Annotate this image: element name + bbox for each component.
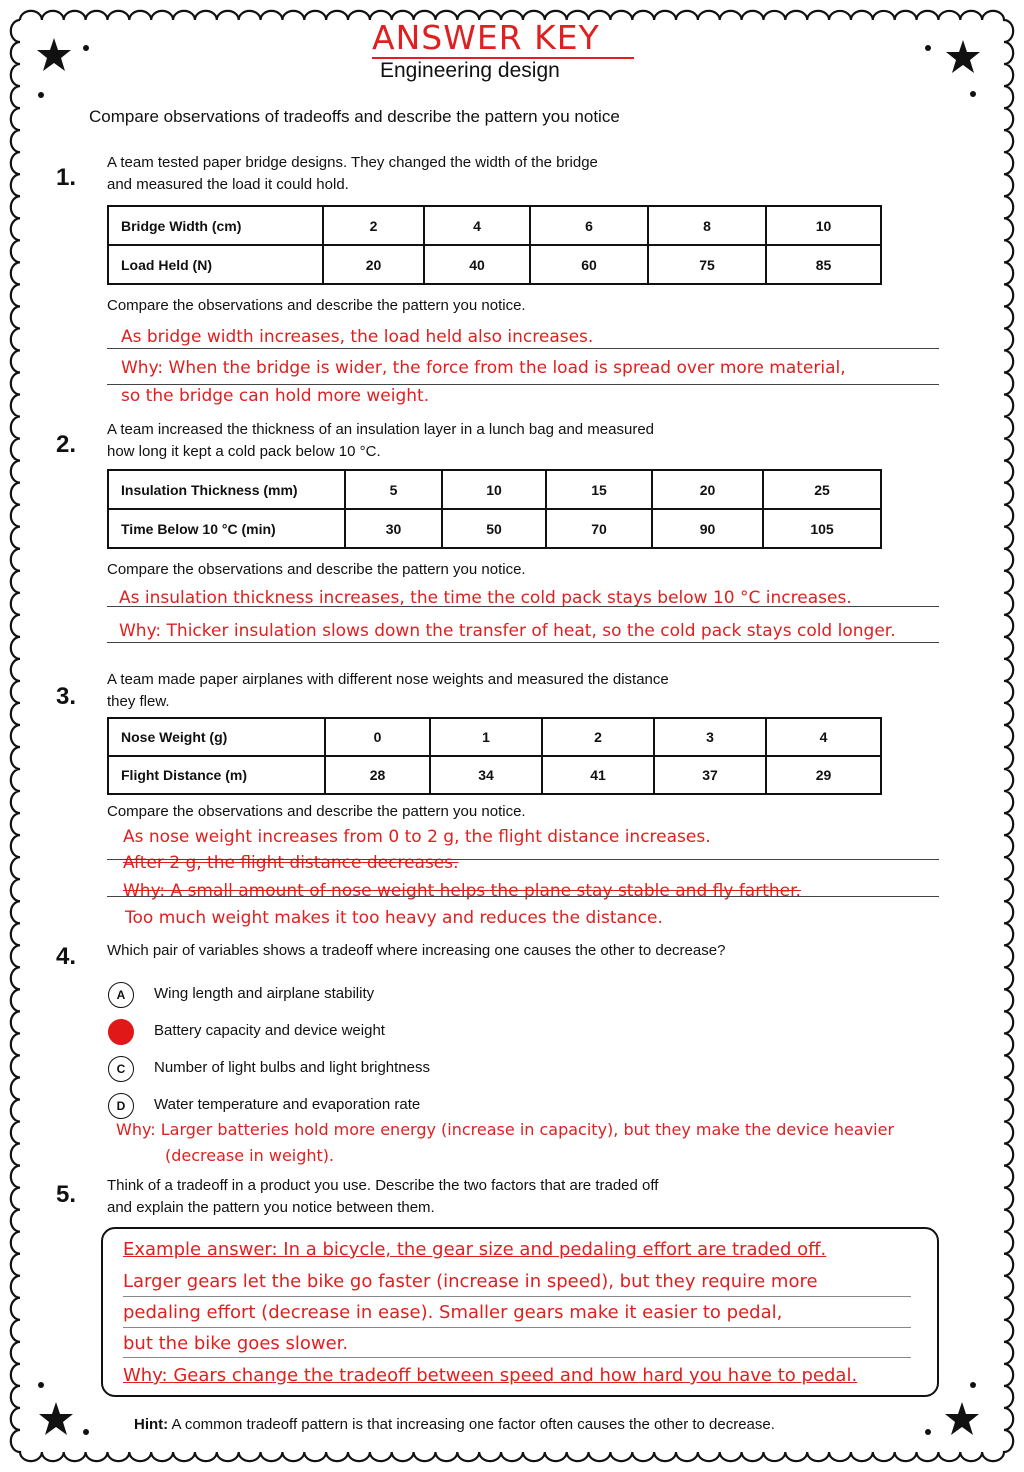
row-header: Load Held (N)	[108, 245, 323, 284]
answer-line: Larger gears let the bike go faster (increase in speed), but they require more	[123, 1271, 818, 1292]
compare-prompt: Compare the observations and describe the pattern you notice.	[107, 561, 526, 578]
option-bubble-selected[interactable]	[108, 1019, 134, 1045]
answer-rule	[107, 606, 939, 607]
hint-text: A common tradeoff pattern is that increasing one factor often causes the other to decrease.	[171, 1416, 775, 1433]
dot-icon	[925, 1429, 931, 1435]
table-cell: 70	[546, 509, 652, 548]
answer-line: As nose weight increases from 0 to 2 g, the flight distance increases.	[123, 827, 711, 847]
option-label: Number of light bulbs and light brightness	[154, 1059, 430, 1076]
answer-line: After 2 g, the flight distance decreases.	[123, 853, 459, 873]
table-row	[108, 470, 881, 509]
question-text: Which pair of variables shows a tradeoff where increasing one causes the other to decrease?	[107, 942, 726, 959]
table-row	[108, 509, 881, 548]
table-cell: 10	[766, 206, 881, 245]
table-cell: 0	[325, 718, 430, 756]
table-cell: 6	[530, 206, 648, 245]
table-cell: 1	[430, 718, 542, 756]
answer-line: Example answer: In a bicycle, the gear size and pedaling effort are traded off.	[123, 1239, 827, 1260]
answer-rule	[107, 859, 939, 860]
table-cell: 20	[323, 245, 424, 284]
answer-rule	[107, 384, 939, 385]
row-header: Bridge Width (cm)	[108, 206, 323, 245]
answer-line: Why: Gears change the tradeoff between speed and how hard you have to pedal.	[123, 1365, 858, 1386]
table-cell: 50	[442, 509, 546, 548]
answer-line: As insulation thickness increases, the time the cold pack stays below 10 °C increases.	[119, 588, 852, 608]
dot-icon	[83, 45, 89, 51]
table-cell: 25	[763, 470, 881, 509]
table-cell: 37	[654, 756, 766, 794]
dot-icon	[83, 1429, 89, 1435]
data-table	[107, 717, 882, 795]
option-label: Water temperature and evaporation rate	[154, 1096, 421, 1113]
answer-line: Why: A small amount of nose weight helps the plane stay stable and fly farther.	[123, 881, 801, 901]
answer-line: (decrease in weight).	[165, 1146, 335, 1165]
answer-line: Why: Thicker insulation slows down the transfer of heat, so the cold pack stays cold longer.	[119, 621, 896, 641]
table-cell: 40	[424, 245, 530, 284]
answer-line: Why: Larger batteries hold more energy (increase in capacity), but they make the device heavier	[116, 1120, 895, 1139]
answer-line: so the bridge can hold more weight.	[121, 386, 430, 406]
table-cell: 28	[325, 756, 430, 794]
data-table	[107, 205, 882, 285]
answer-line: but the bike goes slower.	[123, 1333, 349, 1354]
row-header: Nose Weight (g)	[108, 718, 325, 756]
question-text: A team tested paper bridge designs. They changed the width of the bridge and measured the load it could hold.	[107, 154, 598, 193]
star-icon	[39, 1402, 73, 1435]
compare-prompt: Compare the observations and describe the pattern you notice.	[107, 297, 526, 314]
answer-line: As bridge width increases, the load held also increases.	[121, 327, 594, 347]
question-number: 4.	[56, 943, 77, 970]
answer-rule	[107, 642, 939, 643]
table-cell: 8	[648, 206, 766, 245]
answer-rule	[107, 896, 939, 897]
table-cell: 10	[442, 470, 546, 509]
table-cell: 30	[345, 509, 442, 548]
table-cell: 5	[345, 470, 442, 509]
answer-line: Too much weight makes it too heavy and reduces the distance.	[125, 908, 663, 928]
option-bubble[interactable]: A	[108, 982, 134, 1008]
table-cell: 15	[546, 470, 652, 509]
question-text: A team made paper airplanes with different nose weights and measured the distance they flew.	[107, 671, 669, 710]
table-cell: 29	[766, 756, 881, 794]
hint-label: Hint:	[134, 1416, 169, 1433]
table-cell: 2	[323, 206, 424, 245]
table-row	[108, 718, 881, 756]
option-label: Battery capacity and device weight	[154, 1022, 385, 1039]
instructions: Compare observations of tradeoffs and describe the pattern you notice	[89, 107, 620, 126]
compare-prompt: Compare the observations and describe the pattern you notice.	[107, 803, 526, 820]
table-cell: 90	[652, 509, 763, 548]
answer-rule	[123, 1357, 911, 1358]
table-row	[108, 245, 881, 284]
question-number: 1.	[56, 164, 77, 191]
subject-title: Engineering design	[380, 59, 560, 82]
option-bubble[interactable]: D	[108, 1093, 134, 1119]
option-bubble[interactable]: C	[108, 1056, 134, 1082]
star-icon	[946, 40, 980, 73]
table-cell: 41	[542, 756, 654, 794]
dot-icon	[970, 1382, 976, 1388]
table-cell: 85	[766, 245, 881, 284]
option-label: Wing length and airplane stability	[154, 985, 375, 1002]
star-icon	[945, 1402, 979, 1435]
question-number: 3.	[56, 683, 77, 710]
answer-line: Why: When the bridge is wider, the force from the load is spread over more material,	[121, 358, 846, 378]
answer-rule	[123, 1327, 911, 1328]
star-icon	[37, 38, 71, 71]
table-row	[108, 206, 881, 245]
table-cell: 4	[424, 206, 530, 245]
question-text: A team increased the thickness of an insulation layer in a lunch bag and measured how long it kept a cold pack below 10 °C.	[107, 421, 655, 460]
table-cell: 105	[763, 509, 881, 548]
row-header: Time Below 10 °C (min)	[108, 509, 345, 548]
dot-icon	[38, 1382, 44, 1388]
table-row	[108, 756, 881, 794]
table-cell: 60	[530, 245, 648, 284]
table-cell: 34	[430, 756, 542, 794]
table-cell: 2	[542, 718, 654, 756]
dot-icon	[970, 91, 976, 97]
question-text: Think of a tradeoff in a product you use. Describe the two factors that are traded off and explain the pattern you notice between them.	[107, 1177, 659, 1216]
question-number: 5.	[56, 1181, 77, 1208]
table-cell: 20	[652, 470, 763, 509]
table-cell: 75	[648, 245, 766, 284]
data-table	[107, 469, 882, 549]
answer-key-stamp: ANSWER KEY	[372, 18, 600, 57]
row-header: Flight Distance (m)	[108, 756, 325, 794]
answer-rule	[107, 348, 939, 349]
table-cell: 4	[766, 718, 881, 756]
row-header: Insulation Thickness (mm)	[108, 470, 345, 509]
question-number: 2.	[56, 431, 77, 458]
dot-icon	[38, 92, 44, 98]
answer-line: pedaling effort (decrease in ease). Smaller gears make it easier to pedal,	[123, 1302, 783, 1323]
hint	[134, 1416, 775, 1433]
table-cell: 3	[654, 718, 766, 756]
dot-icon	[925, 45, 931, 51]
answer-rule	[123, 1296, 911, 1297]
